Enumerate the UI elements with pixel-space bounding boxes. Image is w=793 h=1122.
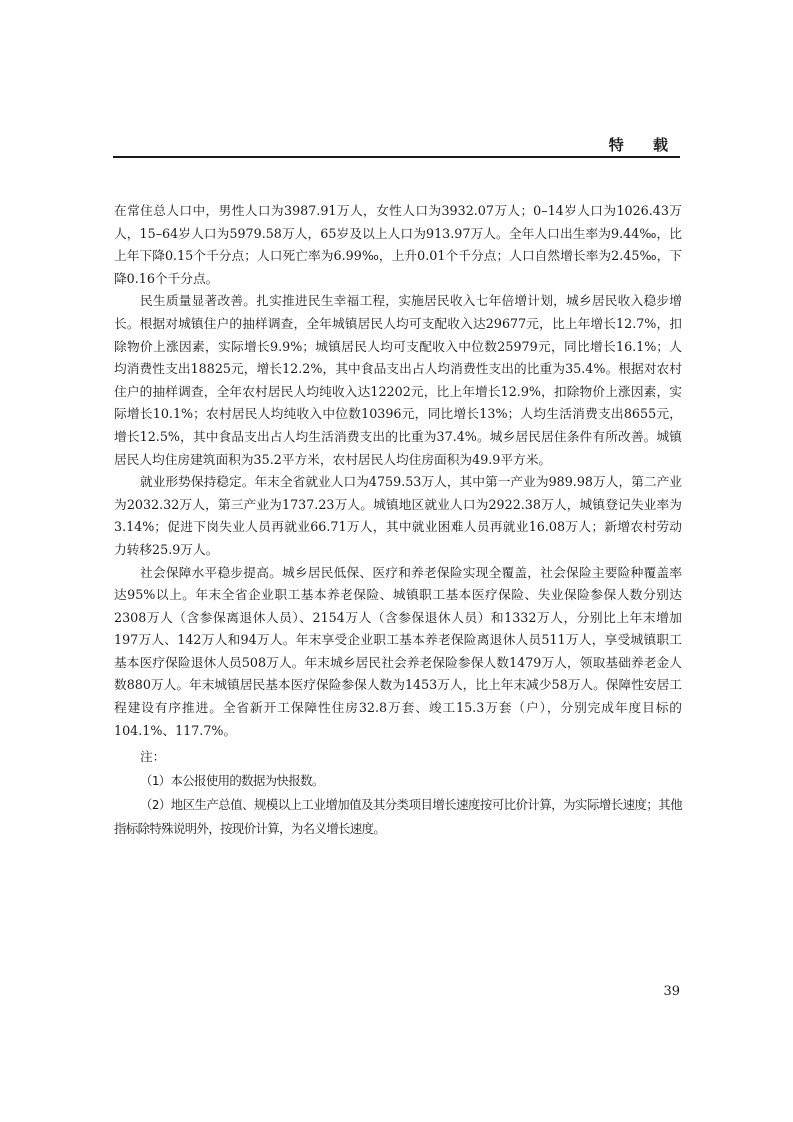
- paragraph-social-security: 社会保障水平稳步提高。城乡居民低保、医疗和养老保险实现全覆盖，社会保险主要险种覆盖率达95%以上。年末全省企业职工基本养老保险、城镇职工基本医疗保险、失业保险参保人数分别达2308万人（含参保离退休人员）、2154万人（含参保退休人员）和1332万人，分别比上年末增加197万人、142万人和94万人。年末享受企业职工基本养老保险离退休人员511万人，享受城镇职工基本医疗保险退休人员508万人。年末城乡居民社会养老保险参保人数1479万人，领取基础养老金人数880万人。年末城镇居民基本医疗保险参保人数为1453万人，比上年末减少58万人。保障性安居工程建设有序推进。全省新开工保障性住房32.8万套、竣工15.3万套（户），分别完成年度目标的104.1%、117.7%。: [114, 564, 682, 738]
- article-body: [114, 200, 682, 841]
- paragraph-employment: 就业形势保持稳定。年末全省就业人口为4759.53万人，其中第一产业为989.98万人，第二产业为2032.32万人，第三产业为1737.23万人。城镇地区就业人口为2922.38万人，城镇登记失业率为3.14%；促进下岗失业人员再就业66.71万人，其中就业困难人员再就业16.08万人；新增农村劳动力转移25.9万人。: [114, 474, 682, 557]
- paragraph-livelihood: 民生质量显著改善。扎实推进民生幸福工程，实施居民收入七年倍增计划，城乡居民收入稳步增长。根据对城镇住户的抽样调查，全年城镇居民人均可支配收入达29677元，比上年增长12.7%，扣除物价上涨因素，实际增长9.9%；城镇居民人均可支配收入中位数25979元，同比增长16.1%；人均消费性支出18825元，增长12.2%，其中食品支出占人均消费性支出的比重为35.4%。根据对农村住户的抽样调查，全年农村居民人均纯收入达12202元，比上年增长12.9%，扣除物价上涨因素，实际增长10.1%；农村居民人均纯收入中位数10396元，同比增长13%；人均生活消费支出8655元，增长12.5%，其中食品支出占人均生活消费支出的比重为37.4%。城乡居民居住条件有所改善。城镇居民人均住房建筑面积为35.2平方米，农村居民人均住房面积为49.9平方米。: [114, 293, 682, 467]
- page-number: 39: [663, 984, 680, 999]
- section-title: 特 载: [608, 136, 680, 154]
- paragraph-population: 在常住总人口中，男性人口为3987.91万人，女性人口为3932.07万人；0–14岁人口为1026.43万人，15–64岁人口为5979.58万人，65岁及以上人口为913.97万人。全年人口出生率为9.44‰，比上年下降0.15个千分点；人口死亡率为6.99‰，上升0.01个千分点；人口自然增长率为2.45‰，下降0.16个千分点。: [114, 203, 682, 286]
- note-item-1: （1）本公报使用的数据为快报数。: [140, 772, 324, 788]
- header-divider: [113, 156, 680, 158]
- notes-label: 注：: [140, 749, 166, 765]
- note-item-2: （2）地区生产总值、规模以上工业增加值及其分类项目增长速度按可比价计算，为实际增长速度；其他指标除特殊说明外，按现价计算，为名义增长速度。: [114, 796, 682, 836]
